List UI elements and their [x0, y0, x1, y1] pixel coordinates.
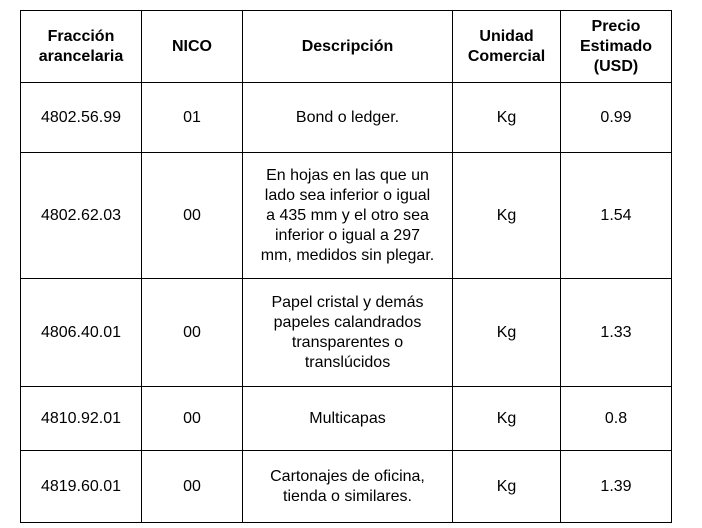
- cell-fraccion: 4806.40.01: [21, 279, 142, 387]
- cell-unidad: Kg: [453, 387, 561, 451]
- cell-fraccion: 4802.62.03: [21, 153, 142, 279]
- cell-precio: 0.99: [561, 83, 672, 153]
- tariff-table: [20, 10, 672, 523]
- cell-precio: 1.33: [561, 279, 672, 387]
- header-row: [21, 11, 672, 83]
- cell-descripcion: Cartonajes de oficina, tienda o similares.: [243, 451, 453, 523]
- cell-precio: 1.39: [561, 451, 672, 523]
- cell-descripcion: Multicapas: [243, 387, 453, 451]
- table-row: [21, 153, 672, 279]
- header-unidad: Unidad Comercial: [453, 11, 561, 83]
- cell-unidad: Kg: [453, 279, 561, 387]
- cell-precio: 1.54: [561, 153, 672, 279]
- cell-descripcion: Bond o ledger.: [243, 83, 453, 153]
- table-row: [21, 387, 672, 451]
- cell-unidad: Kg: [453, 451, 561, 523]
- cell-nico: 01: [142, 83, 243, 153]
- header-descripcion: Descripción: [243, 11, 453, 83]
- cell-fraccion: 4819.60.01: [21, 451, 142, 523]
- table-row: [21, 279, 672, 387]
- cell-nico: 00: [142, 387, 243, 451]
- cell-nico: 00: [142, 153, 243, 279]
- cell-unidad: Kg: [453, 83, 561, 153]
- cell-nico: 00: [142, 451, 243, 523]
- cell-nico: 00: [142, 279, 243, 387]
- cell-unidad: Kg: [453, 153, 561, 279]
- table-row: [21, 83, 672, 153]
- cell-descripcion: En hojas en las que un lado sea inferior o igual a 435 mm y el otro sea inferior o igual a 297 mm, medidos sin plegar.: [243, 153, 453, 279]
- cell-precio: 0.8: [561, 387, 672, 451]
- table-row: [21, 451, 672, 523]
- cell-fraccion: 4810.92.01: [21, 387, 142, 451]
- header-nico: NICO: [142, 11, 243, 83]
- header-fraccion: Fracción arancelaria: [21, 11, 142, 83]
- cell-fraccion: 4802.56.99: [21, 83, 142, 153]
- cell-descripcion: Papel cristal y demás papeles calandrados transparentes o translúcidos: [243, 279, 453, 387]
- header-precio: Precio Estimado (USD): [561, 11, 672, 83]
